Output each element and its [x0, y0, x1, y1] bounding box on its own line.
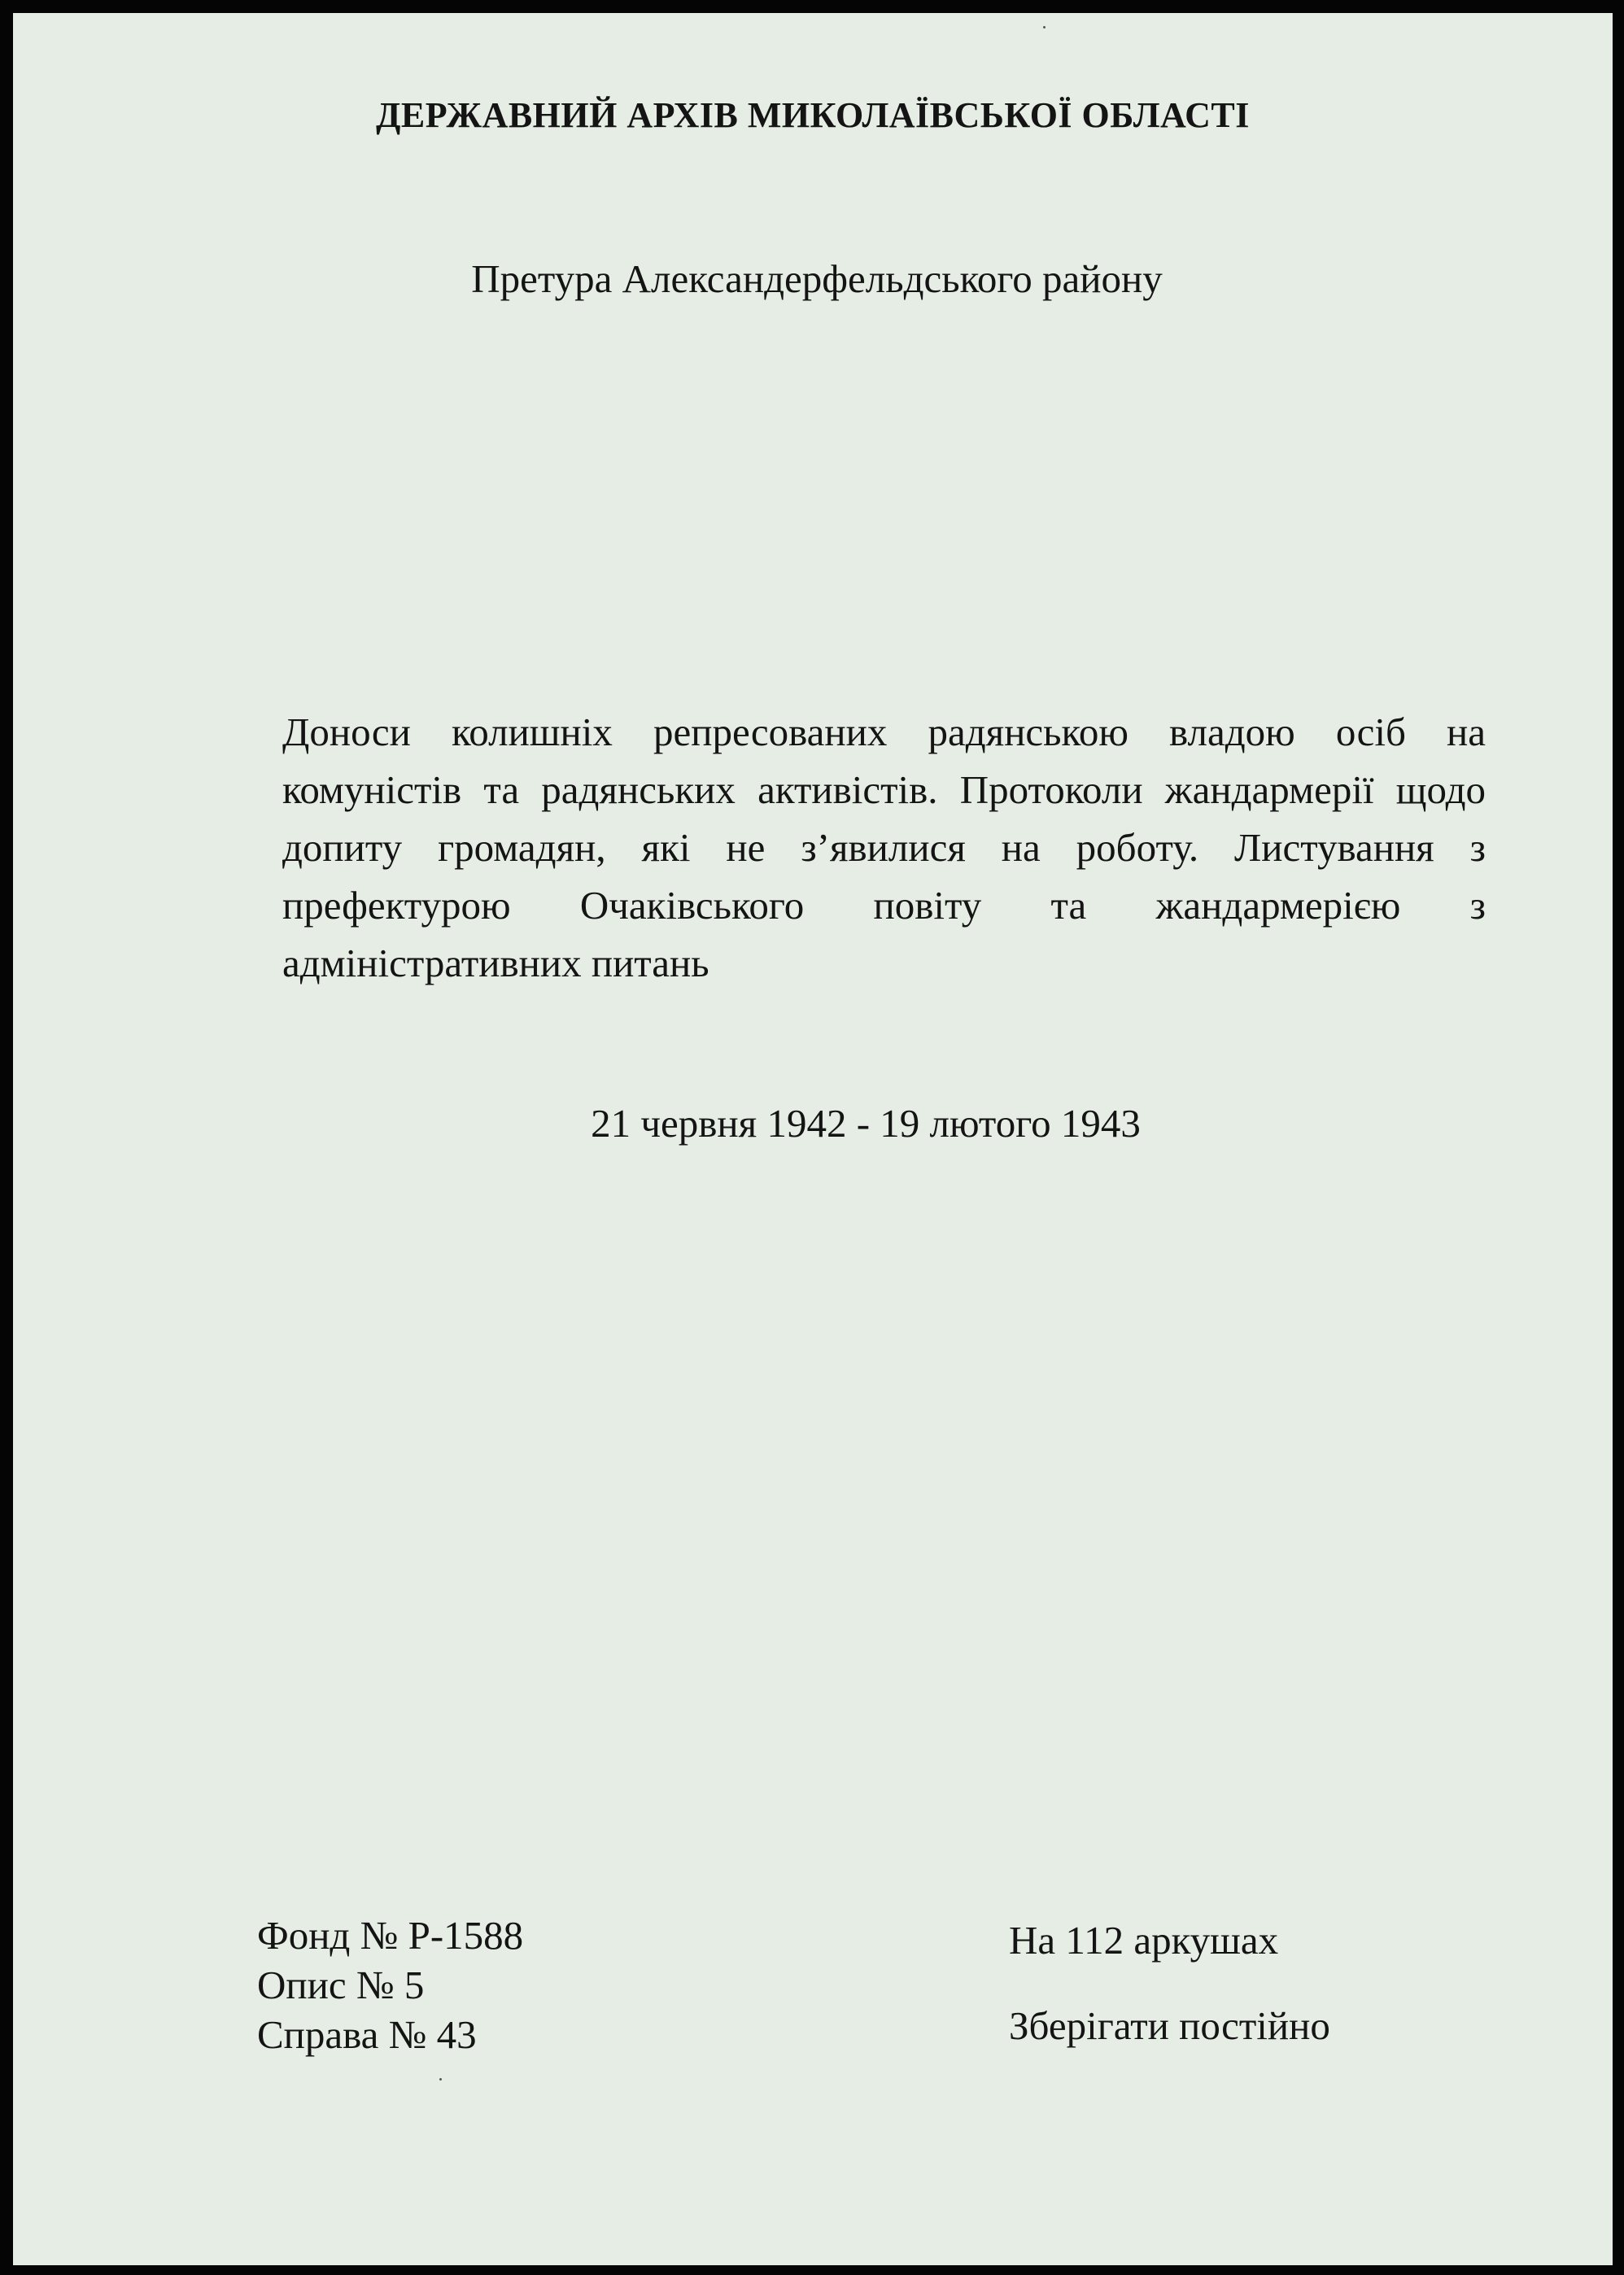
archive-cover-page	[13, 13, 1613, 2265]
date-range: 21 червня 1942 - 19 лютого 1943	[591, 1101, 1141, 1146]
storage-term: Зберігати постійно	[1009, 2003, 1330, 2048]
paper-speck	[439, 2078, 442, 2081]
file-description: Доноси колишніх репресованих радянською владою осіб на комуністів та радянських активістів. Протоколи жандармерії щодо допиту громадян, які не з’явилися на роботу. Листування з префектурою Очаківського повіту та жандармерією з адміністративних питань	[282, 710, 1486, 985]
opys-number: Опис № 5	[257, 1963, 425, 2007]
institution-name: Претура Александерфельдського району	[471, 256, 1163, 301]
sheet-count: На 112 аркушах	[1009, 1918, 1279, 1963]
sprava-number: Справа № 43	[257, 2012, 477, 2057]
paper-speck	[1043, 26, 1046, 28]
fond-number: Фонд № Р-1588	[257, 1913, 524, 1958]
archive-reference	[257, 1910, 523, 2059]
archive-title: ДЕРЖАВНИЙ АРХІВ МИКОЛАЇВСЬКОЇ ОБЛАСТІ	[376, 95, 1250, 135]
